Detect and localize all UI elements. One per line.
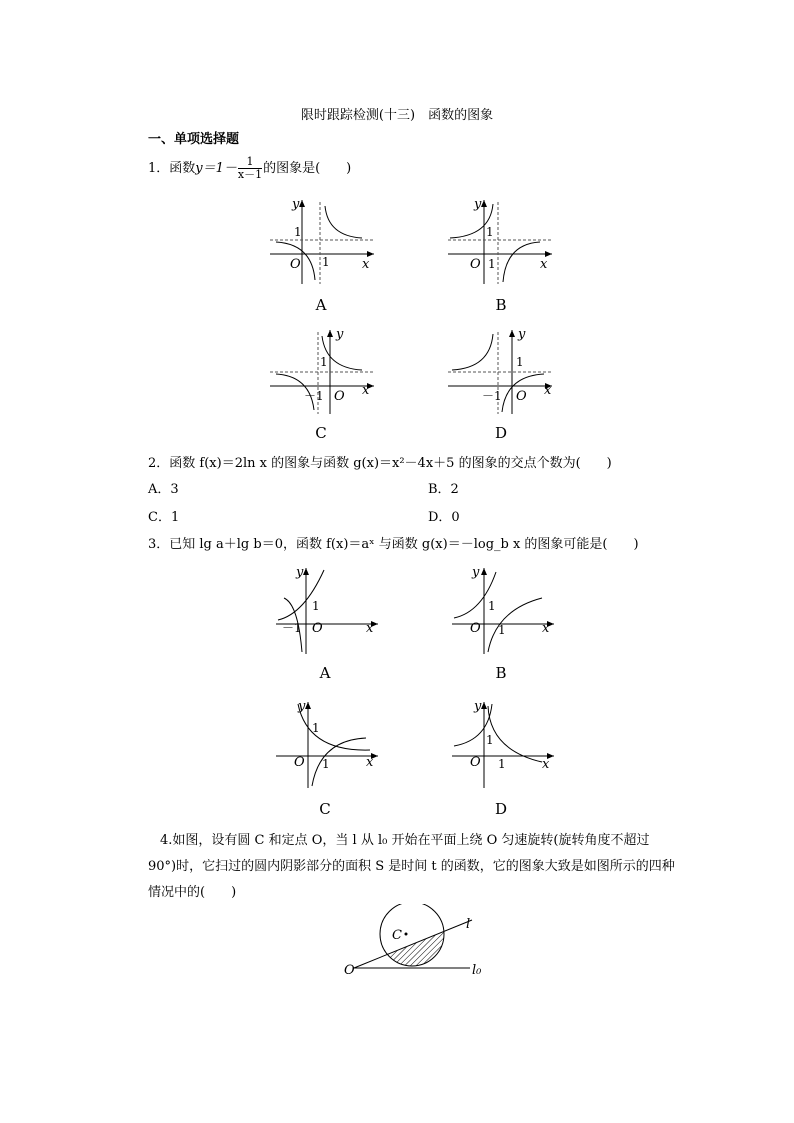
graph-origin-label: O <box>470 621 481 636</box>
graph-x-label: x <box>540 257 548 272</box>
graph-tick-1: 1 <box>516 355 524 369</box>
graph-x-label: x <box>542 621 550 636</box>
graph-y-label: y <box>474 699 482 714</box>
graph-origin-label: O <box>312 621 323 636</box>
graph-tick-1-x: 1 <box>322 757 330 771</box>
question-3: 3．已知 lg a＋lg b＝0，函数 f(x)＝aˣ 与函数 g(x)＝－log_b x 的图象可能是( ) <box>148 537 639 552</box>
label-l: l <box>466 917 471 932</box>
q3-option-a-label: A <box>319 664 331 682</box>
section-heading: 一、单项选择题 <box>148 132 240 147</box>
q1-graph-a <box>262 192 382 287</box>
graph-y-label: y <box>292 197 300 212</box>
q1-graph-b <box>440 192 560 287</box>
graph-tick-1: 1 <box>488 599 496 613</box>
graph-origin-label: O <box>290 257 301 272</box>
graph-tick-neg1: －1 <box>482 389 502 403</box>
graph-y-label: y <box>474 197 482 212</box>
q1-option-c-label: C <box>315 424 327 442</box>
q1-option-d-label: D <box>494 424 508 442</box>
q4-circle-figure <box>336 904 492 976</box>
q1-suffix: 的图象是( ) <box>263 161 352 176</box>
q2-option-a[interactable]: A．3 <box>148 482 179 497</box>
graph-tick-1-x: 1 <box>498 623 506 637</box>
question-2: 2．函数 f(x)＝2ln x 的图象与函数 g(x)＝x²－4x＋5 的图象的交点个数为( ) <box>148 456 612 471</box>
label-l0: l₀ <box>472 963 482 976</box>
graph-y-label: y <box>518 327 526 342</box>
question-4: 4.如图，设有圆 C 和定点 O，当 l 从 l₀ 开始在平面上绕 O 匀速旋转(旋转角度不超过 90°)时，它扫过的圆内阴影部分的面积 S 是时间 t 的函数，它的图象大致是如图所示的四种情况中的( ) <box>148 833 675 900</box>
q2-option-b[interactable]: B．2 <box>428 482 459 497</box>
graph-tick-1: 1 <box>486 225 494 239</box>
graph-x-label: x <box>366 621 374 636</box>
q3-graph-b <box>444 560 560 656</box>
graph-tick-1-x: 1 <box>498 757 506 771</box>
q1-graph-d <box>440 322 560 417</box>
q3-graph-c <box>268 694 384 790</box>
graph-y-label: y <box>296 565 304 580</box>
q3-graph-a <box>268 560 384 656</box>
q1-option-a-label: A <box>315 296 327 314</box>
q1-frac-num: 1 <box>238 156 262 169</box>
graph-origin-label: O <box>334 389 345 404</box>
q1-prefix: 1．函数 <box>148 161 196 176</box>
graph-origin-label: O <box>294 755 305 770</box>
graph-x-label: x <box>544 383 552 398</box>
graph-origin-label: O <box>470 755 481 770</box>
q3-option-d-label: D <box>494 800 508 818</box>
q1-graph-c <box>262 322 382 417</box>
graph-tick-1-x: 1 <box>488 257 496 271</box>
graph-tick-neg1: －1 <box>282 621 302 635</box>
question-1 <box>148 156 351 181</box>
graph-origin-label: O <box>470 257 481 272</box>
graph-tick-neg1: －1 <box>304 389 324 403</box>
graph-y-label: y <box>298 699 306 714</box>
graph-tick-1: 1 <box>312 599 320 613</box>
label-o: O <box>344 963 355 976</box>
q1-frac-den: x－1 <box>237 168 263 181</box>
graph-origin-label: O <box>516 389 527 404</box>
q2-option-c[interactable]: C．1 <box>148 510 180 525</box>
graph-x-label: x <box>362 383 370 398</box>
page-title: 限时跟踪检测(十三) 函数的图象 <box>300 108 494 123</box>
label-c: C <box>392 928 402 943</box>
graph-y-label: y <box>336 327 344 342</box>
q3-graph-d <box>444 694 560 790</box>
q2-option-d[interactable]: D．0 <box>428 510 460 525</box>
graph-tick-1: 1 <box>486 733 494 747</box>
graph-tick-1: 1 <box>312 721 320 735</box>
graph-x-label: x <box>366 755 374 770</box>
graph-x-label: x <box>542 757 550 772</box>
graph-tick-1-x: 1 <box>322 255 330 269</box>
graph-tick-1: 1 <box>320 355 328 369</box>
q1-func: y＝1－ <box>195 161 237 176</box>
q3-option-b-label: B <box>495 664 507 682</box>
graph-x-label: x <box>362 257 370 272</box>
graph-tick-1: 1 <box>294 225 302 239</box>
q3-option-c-label: C <box>319 800 331 818</box>
graph-y-label: y <box>472 565 480 580</box>
q1-option-b-label: B <box>495 296 507 314</box>
q1-fraction <box>238 156 262 181</box>
